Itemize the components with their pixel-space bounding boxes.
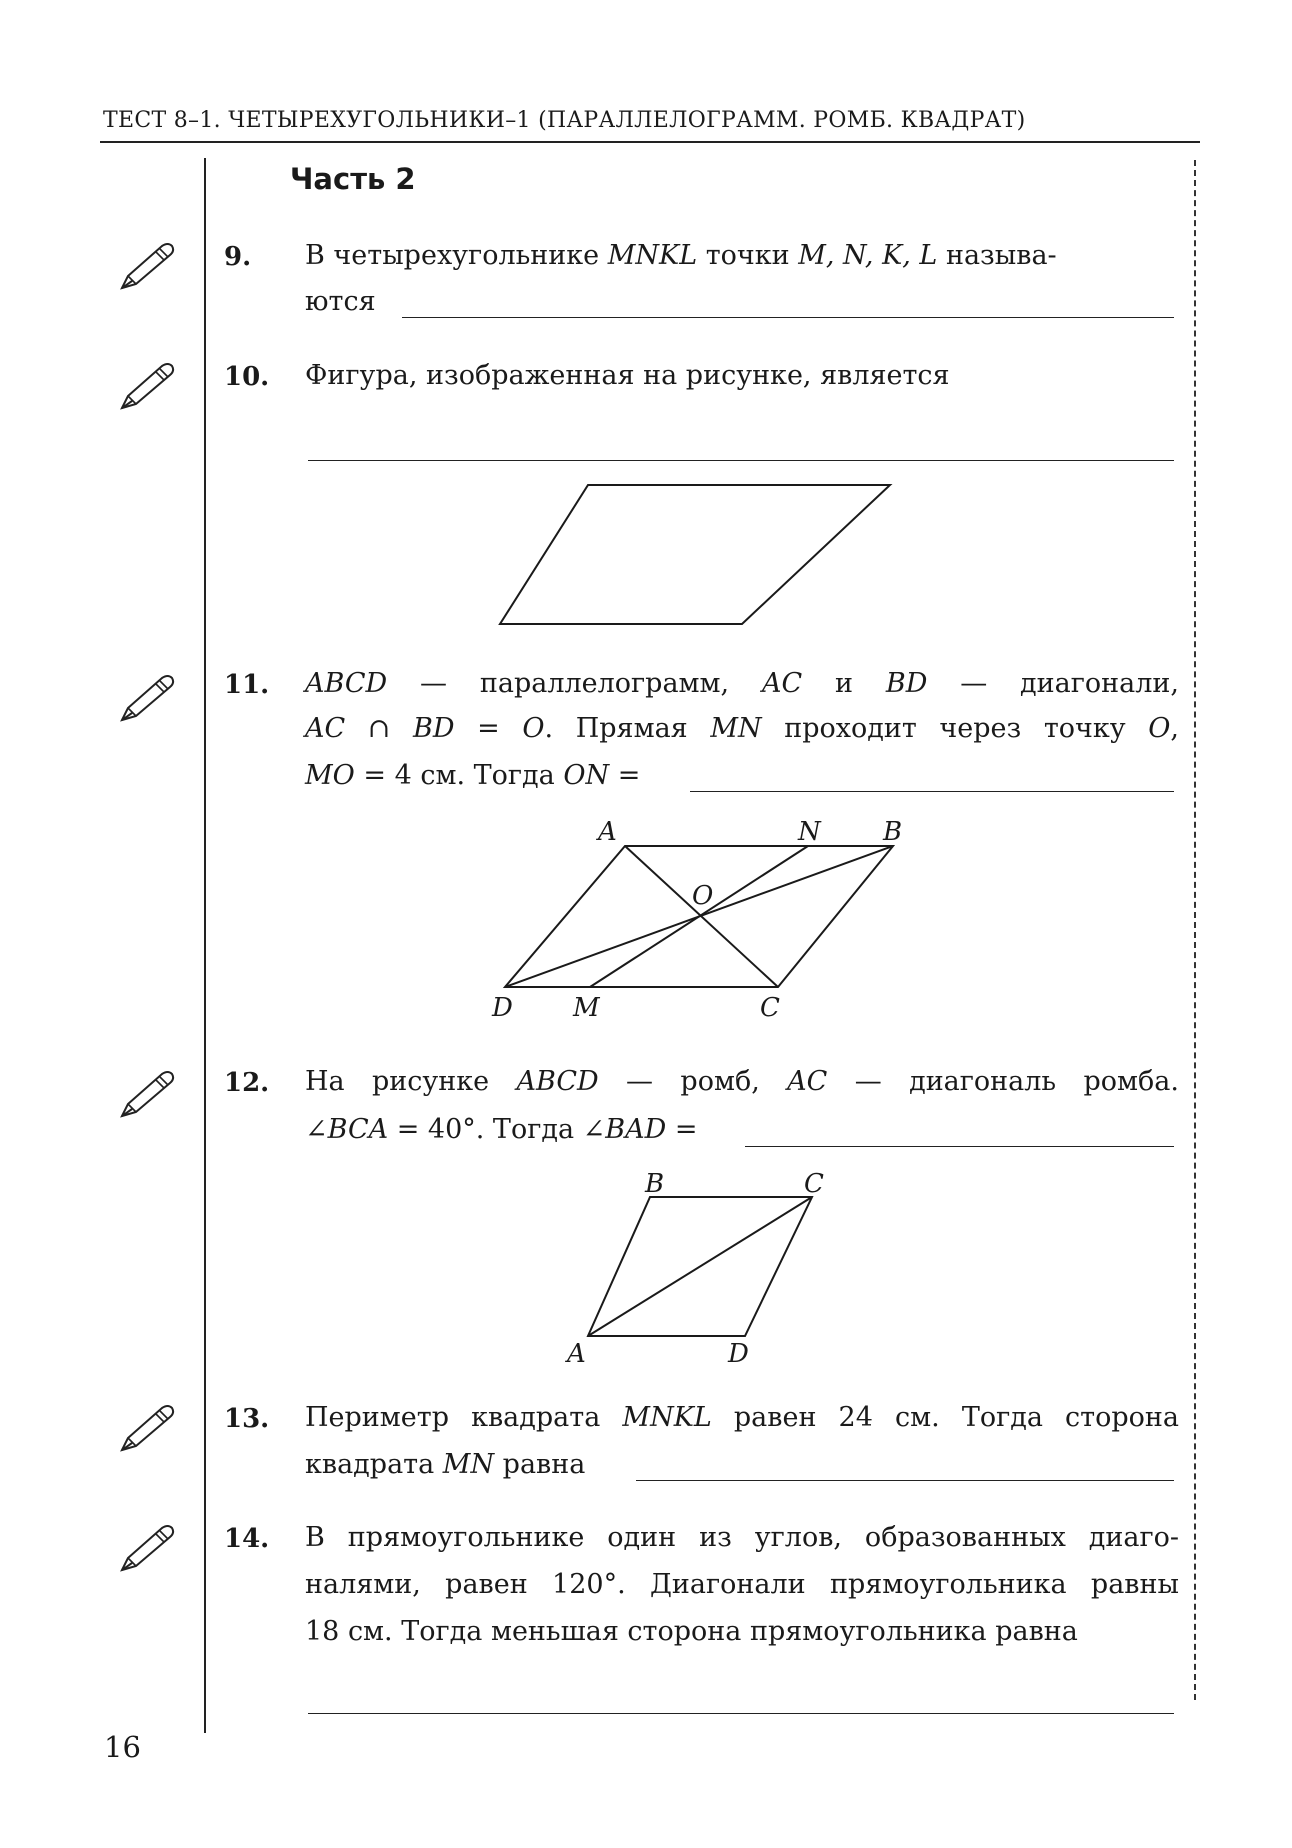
q9-line2: ются	[305, 286, 376, 317]
label-d: D	[728, 1339, 749, 1369]
page-number: 16	[104, 1730, 141, 1764]
label-a: A	[598, 817, 617, 847]
label-b: B	[645, 1169, 665, 1199]
answer-line-13[interactable]	[636, 1480, 1174, 1481]
q9-line1: В четырехугольнике MNKL точки M, N, K, L называ-	[305, 240, 1057, 271]
part-title: Часть 2	[290, 162, 416, 196]
q11-line1: ABCD — параллелограмм, AC и BD — диагонали,	[305, 668, 1179, 699]
label-o: O	[692, 881, 714, 911]
question-number: 9.	[224, 242, 252, 272]
label-n: N	[798, 817, 821, 847]
label-c: C	[804, 1169, 824, 1199]
answer-line-14[interactable]	[308, 1713, 1174, 1714]
q11-line2: AC ∩ BD = O. Прямая MN проходит через точку O,	[305, 713, 1180, 744]
q14-line3: 18 см. Тогда меньшая сторона прямоугольника равна	[305, 1616, 1078, 1647]
label-b: B	[883, 817, 903, 847]
page-header: ТЕСТ 8–1. ЧЕТЫРЕХУГОЛЬНИКИ–1 (ПАРАЛЛЕЛОГРАММ. РОМБ. КВАДРАТ)	[103, 108, 1026, 133]
label-a: A	[567, 1339, 586, 1369]
q12-line1: На рисунке ABCD — ромб, AC — диагональ ромба.	[305, 1066, 1179, 1097]
label-c: C	[760, 993, 780, 1023]
question-number: 11.	[224, 670, 270, 700]
question-number: 10.	[224, 362, 270, 392]
q14-line2: налями, равен 120°. Диагонали прямоугольника равны	[305, 1569, 1179, 1600]
q13-line2: квадрата MN равна	[305, 1449, 586, 1480]
q11-line3: MO = 4 см. Тогда ON =	[305, 760, 641, 791]
pencil-icon	[118, 1402, 176, 1454]
q13-line1: Периметр квадрата MNKL равен 24 см. Тогда сторона	[305, 1402, 1179, 1433]
q10-line1: Фигура, изображенная на рисунке, является	[305, 360, 950, 391]
q12-line2: ∠BCA = 40°. Тогда ∠BAD =	[305, 1114, 698, 1145]
question-number: 14.	[224, 1524, 270, 1554]
label-d: D	[492, 993, 513, 1023]
q14-line1: В прямоугольнике один из углов, образованных диаго-	[305, 1522, 1179, 1553]
question-number: 13.	[224, 1404, 270, 1434]
label-m: M	[573, 993, 600, 1023]
pencil-icon	[118, 1522, 176, 1574]
question-number: 12.	[224, 1068, 270, 1098]
